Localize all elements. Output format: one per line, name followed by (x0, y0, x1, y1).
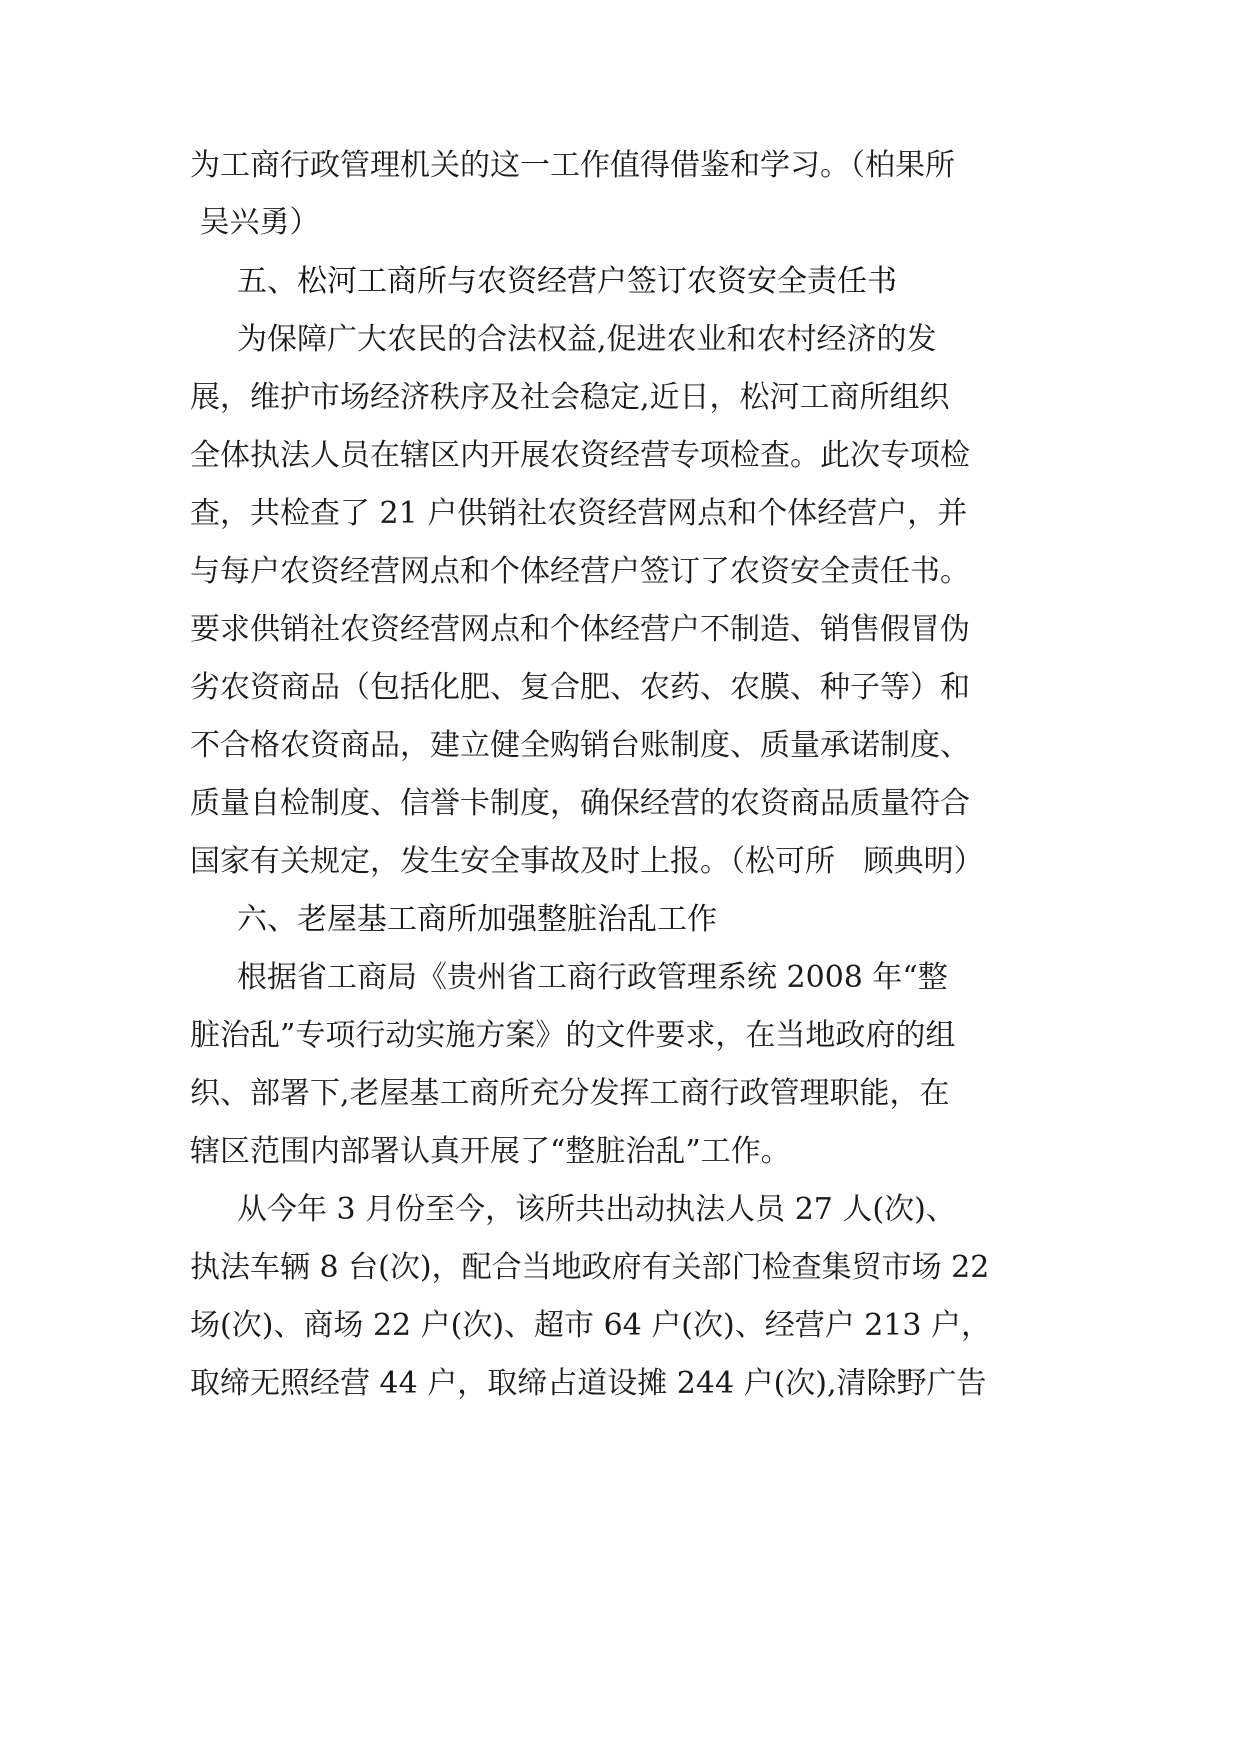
body-text-line: 不合格农资商品，建立健全购销台账制度、质量承诺制度、 (190, 728, 970, 763)
body-text-line: 执法车辆 8 台(次)，配合当地政府有关部门检查集贸市场 22 (190, 1250, 990, 1285)
body-text-line: 全体执法人员在辖区内开展农资经营专项检查。此次专项检 (190, 438, 970, 473)
body-text-line: 吴兴勇） (190, 205, 320, 240)
body-text-line: 查，共检查了 21 户供销社农资经营网点和个体经营户，并 (190, 496, 968, 531)
body-text-line: 质量自检制度、信誉卡制度，确保经营的农资商品质量符合 (190, 786, 970, 821)
body-text-line: 国家有关规定，发生安全事故及时上报。（松可所 顾典明） (190, 844, 984, 879)
body-text-line: 场(次)、商场 22 户(次)、超市 64 户(次)、经营户 213 户， (190, 1308, 992, 1343)
body-text-line: 展，维护市场经济秩序及社会稳定,近日，松河工商所组织 (190, 380, 950, 415)
section-heading-6: 六、老屋基工商所加强整脏治乱工作 (237, 902, 717, 937)
section-heading-5: 五、松河工商所与农资经营户签订农资安全责任书 (237, 264, 897, 299)
body-text-line: 取缔无照经营 44 户，取缔占道设摊 244 户(次),清除野广告 (190, 1366, 987, 1401)
body-text-line: 为工商行政管理机关的这一工作值得借鉴和学习。（柏果所 (190, 148, 955, 183)
paragraph-first-line: 根据省工商局《贵州省工商行政管理系统 2008 年“整 (237, 960, 948, 995)
body-text-line: 织、部署下,老屋基工商所充分发挥工商行政管理职能，在 (190, 1076, 950, 1111)
body-text-line: 与每户农资经营网点和个体经营户签订了农资安全责任书。 (190, 554, 970, 589)
paragraph-first-line: 为保障广大农民的合法权益,促进农业和农村经济的发 (237, 322, 937, 357)
paragraph-first-line: 从今年 3 月份至今，该所共出动执法人员 27 人(次)、 (237, 1192, 956, 1227)
body-text-line: 脏治乱”专项行动实施方案》的文件要求，在当地政府的组 (190, 1018, 956, 1053)
body-text-line: 劣农资商品（包括化肥、复合肥、农药、农膜、种子等）和 (190, 670, 970, 705)
body-text-line: 辖区范围内部署认真开展了“整脏治乱”工作。 (190, 1134, 791, 1169)
body-text-line: 要求供销社农资经营网点和个体经营户不制造、销售假冒伪 (190, 612, 970, 647)
